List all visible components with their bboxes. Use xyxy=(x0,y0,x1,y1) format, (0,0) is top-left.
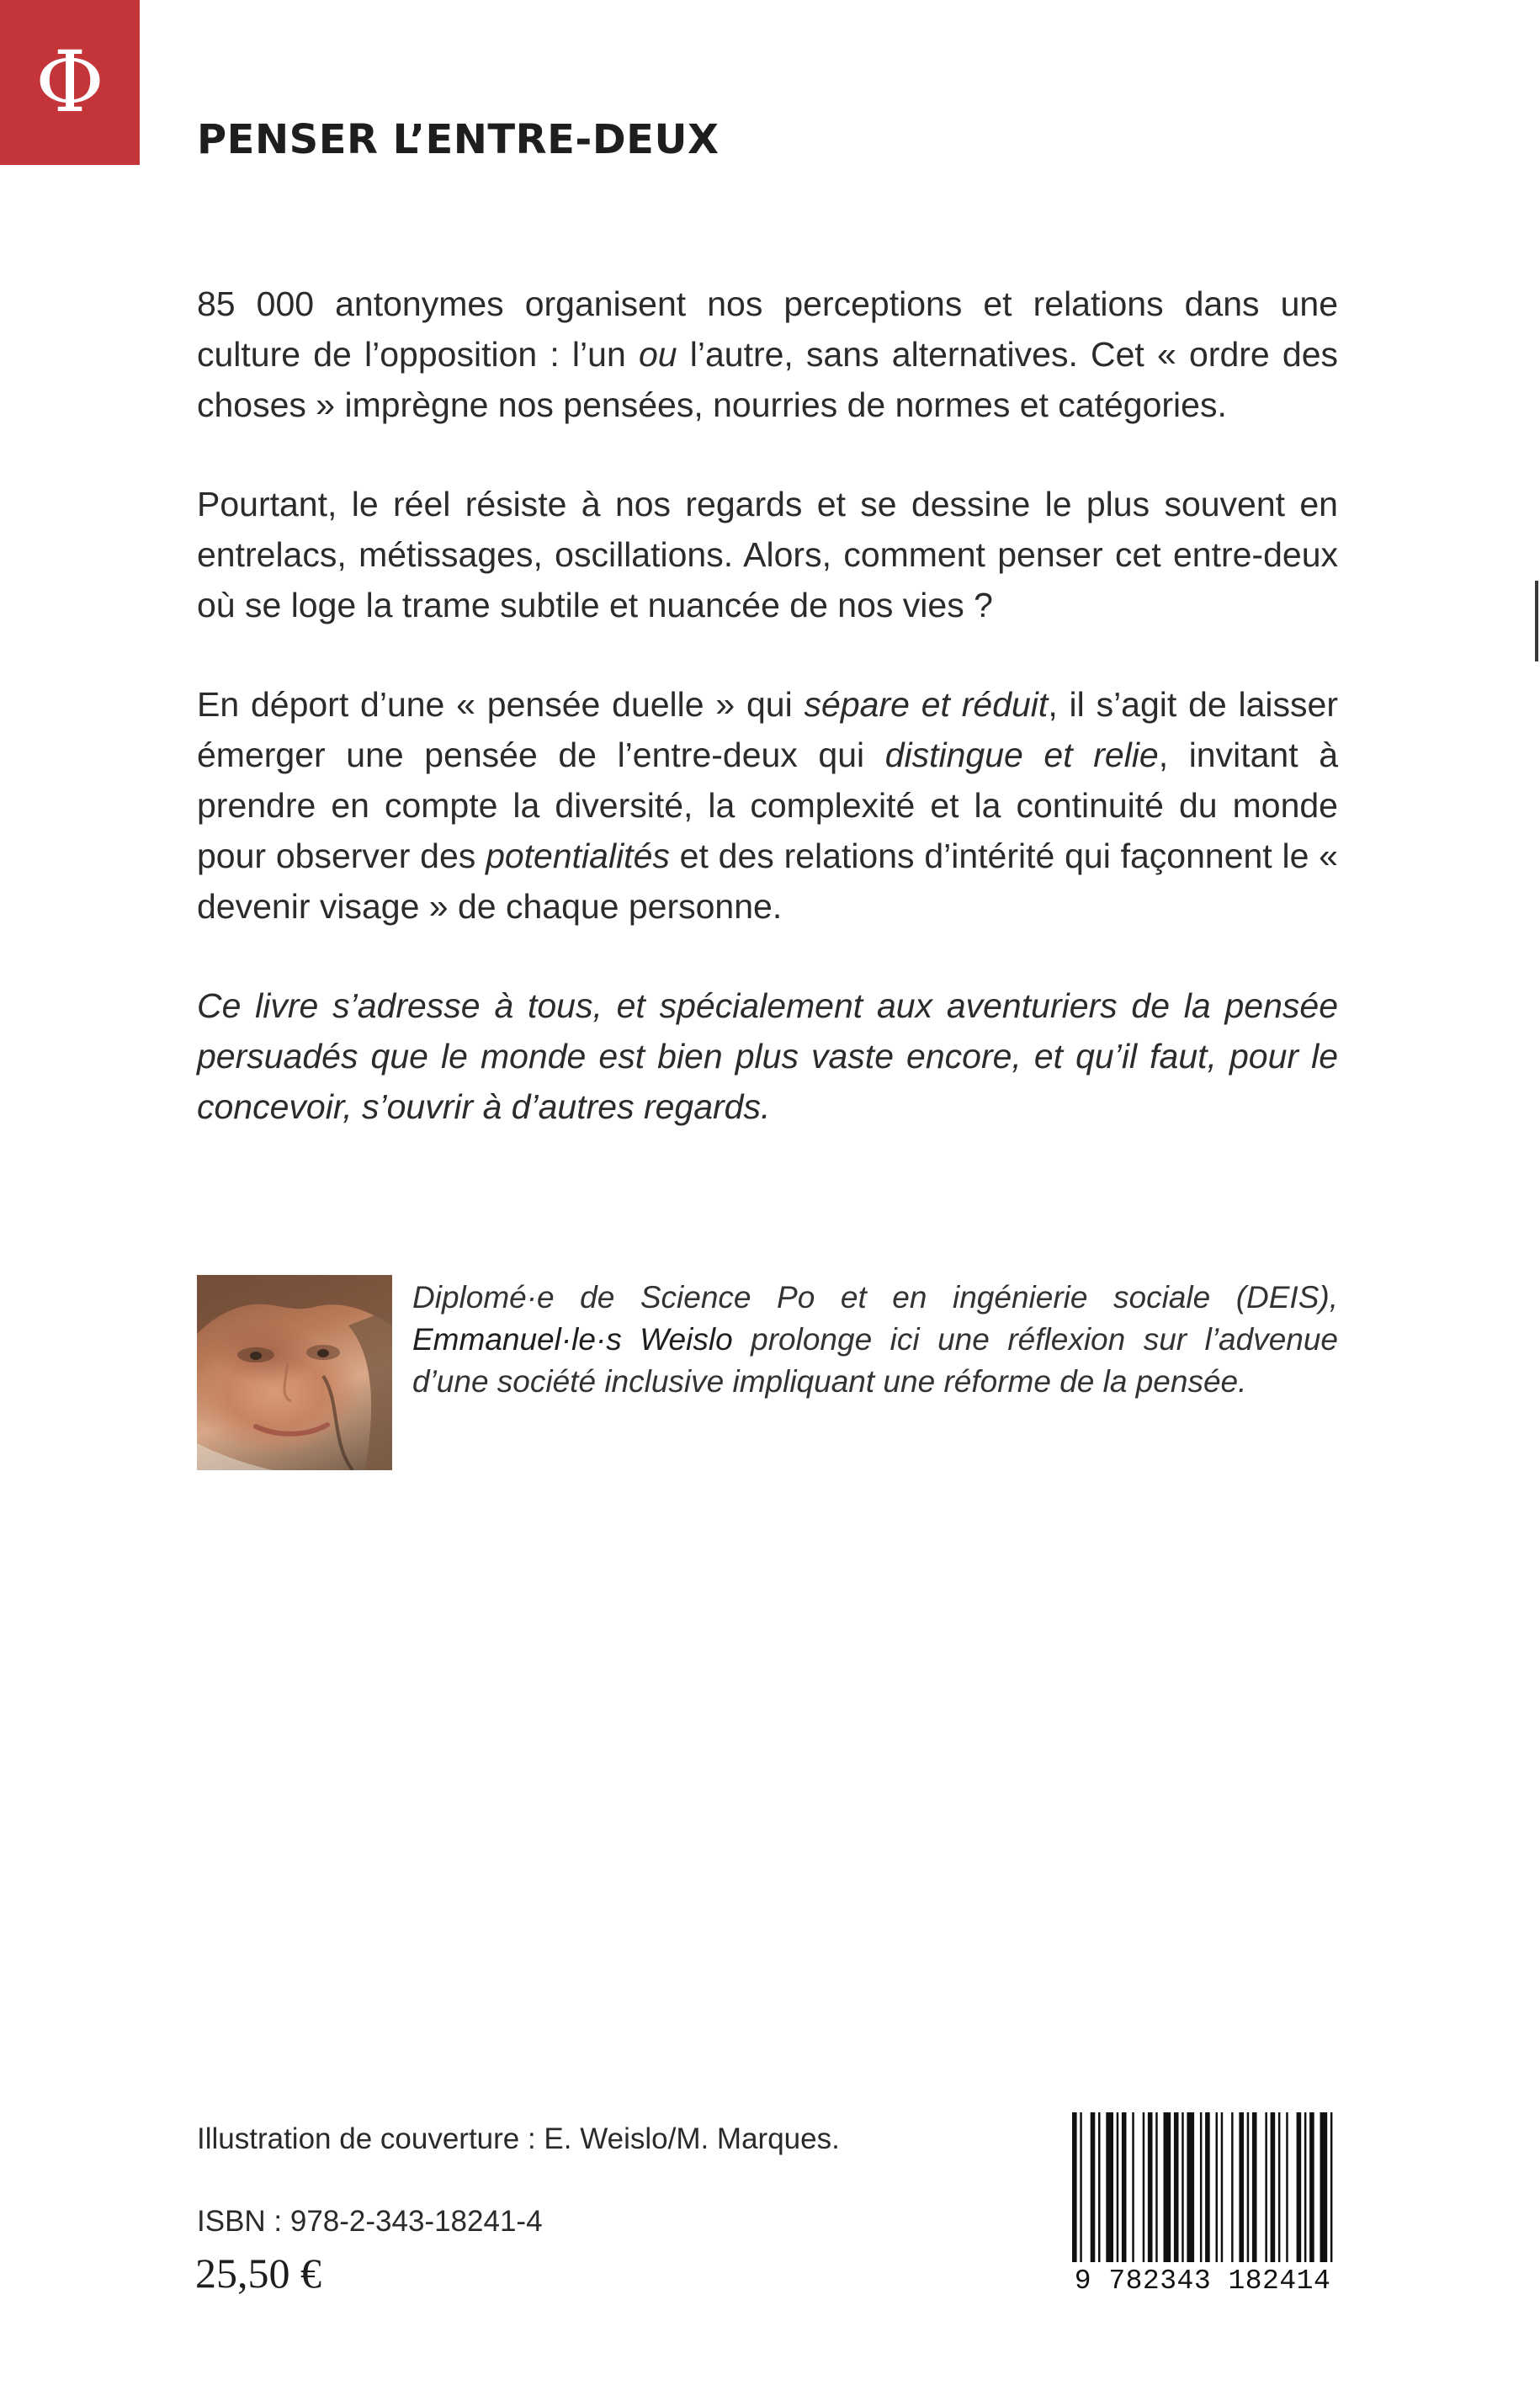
author-photo-illustration xyxy=(197,1275,392,1470)
blurb-paragraph-1: 85 000 antonymes organisent nos perceptions et relations dans une culture de l’opposition : l’un ou l’autre, sans alternatives. Cet « ordre des choses » imprègne nos pensées, nourries de normes et catégories. xyxy=(197,284,1338,424)
barcode-bar xyxy=(1106,2112,1113,2262)
barcode-bar xyxy=(1080,2112,1082,2262)
barcode-bar xyxy=(1216,2112,1219,2262)
book-price: 25,50 € xyxy=(195,2250,321,2297)
barcode-bar xyxy=(1309,2112,1314,2262)
edge-fold-mark xyxy=(1535,581,1538,661)
barcode-bar xyxy=(1182,2112,1184,2262)
barcode-bar xyxy=(1286,2112,1288,2262)
author-photo xyxy=(197,1275,392,1470)
barcode-bar xyxy=(1117,2112,1119,2262)
cover-illustration-credit: Illustration de couverture : E. Weislo/M. Marques. xyxy=(197,2122,840,2155)
barcode-bar xyxy=(1155,2112,1158,2262)
barcode-bar xyxy=(1330,2112,1333,2262)
barcode-bar xyxy=(1304,2112,1307,2262)
barcode-digits: 9 782343 182414 xyxy=(1074,2265,1331,2297)
barcode-bar xyxy=(1143,2112,1145,2262)
back-cover-blurb xyxy=(197,279,1338,1181)
barcode-bars xyxy=(1067,2112,1338,2265)
isbn-number: ISBN : 978-2-343-18241-4 xyxy=(197,2205,543,2238)
author-name: Emmanuel·le·s Weislo xyxy=(412,1322,733,1357)
barcode-bar xyxy=(1320,2112,1328,2262)
blurb-closing-paragraph: Ce livre s’adresse à tous, et spécialement aux aventuriers de la pensée persuadés que le monde est bien plus vaste encore, et qu’il faut, pour le concevoir, s’ouvrir à d’autres regards. xyxy=(197,986,1338,1126)
barcode-bar xyxy=(1072,2112,1077,2262)
barcode-bar xyxy=(1091,2112,1096,2262)
barcode-bar xyxy=(1132,2112,1134,2262)
author-bio: Diplomé·e de Science Po et en ingénierie sociale (DEIS), Emmanuel·le·s Weislo prolonge ici une réflexion sur l’advenue d’une société inclusive impliquant une réforme de la pensée. xyxy=(412,1280,1338,1399)
phi-logo-icon: Φ xyxy=(35,33,104,131)
isbn-barcode xyxy=(1067,2112,1338,2306)
barcode-bar xyxy=(1239,2112,1244,2262)
blurb-paragraph-3: En déport d’une « pensée duelle » qui sépare et réduit, il s’agit de laisser émerger une pensée de l’entre-deux qui distingue et relie, invitant à prendre en compte la diversité, la complexité et la continuité du monde pour observer des potentialités et des relations d’intérité qui façonnent le « devenir visage » de chaque personne. xyxy=(197,685,1338,926)
barcode-bar xyxy=(1174,2112,1179,2262)
barcode-bar xyxy=(1231,2112,1234,2262)
barcode-bar xyxy=(1221,2112,1224,2262)
barcode-bar xyxy=(1247,2112,1250,2262)
author-section xyxy=(197,1275,1338,1470)
barcode-bar xyxy=(1187,2112,1194,2262)
barcode-bar xyxy=(1164,2112,1171,2262)
blurb-paragraph-2: Pourtant, le réel résiste à nos regards et se dessine le plus souvent en entrelacs, métissages, oscillations. Alors, comment penser cet entre-deux où se loge la trame subtile et nuancée de nos vies ? xyxy=(197,485,1338,624)
barcode-bar xyxy=(1098,2112,1101,2262)
barcode-bar xyxy=(1297,2112,1302,2262)
barcode-bar xyxy=(1278,2112,1281,2262)
barcode-bar xyxy=(1252,2112,1257,2262)
barcode-bar xyxy=(1265,2112,1267,2262)
barcode-bar xyxy=(1205,2112,1210,2262)
barcode-bar xyxy=(1122,2112,1127,2262)
publisher-logo xyxy=(0,0,140,165)
book-title: PENSER L’ENTRE-DEUX xyxy=(197,116,720,163)
barcode-bar xyxy=(1148,2112,1153,2262)
barcode-bar xyxy=(1271,2112,1276,2262)
barcode-bar xyxy=(1200,2112,1203,2262)
